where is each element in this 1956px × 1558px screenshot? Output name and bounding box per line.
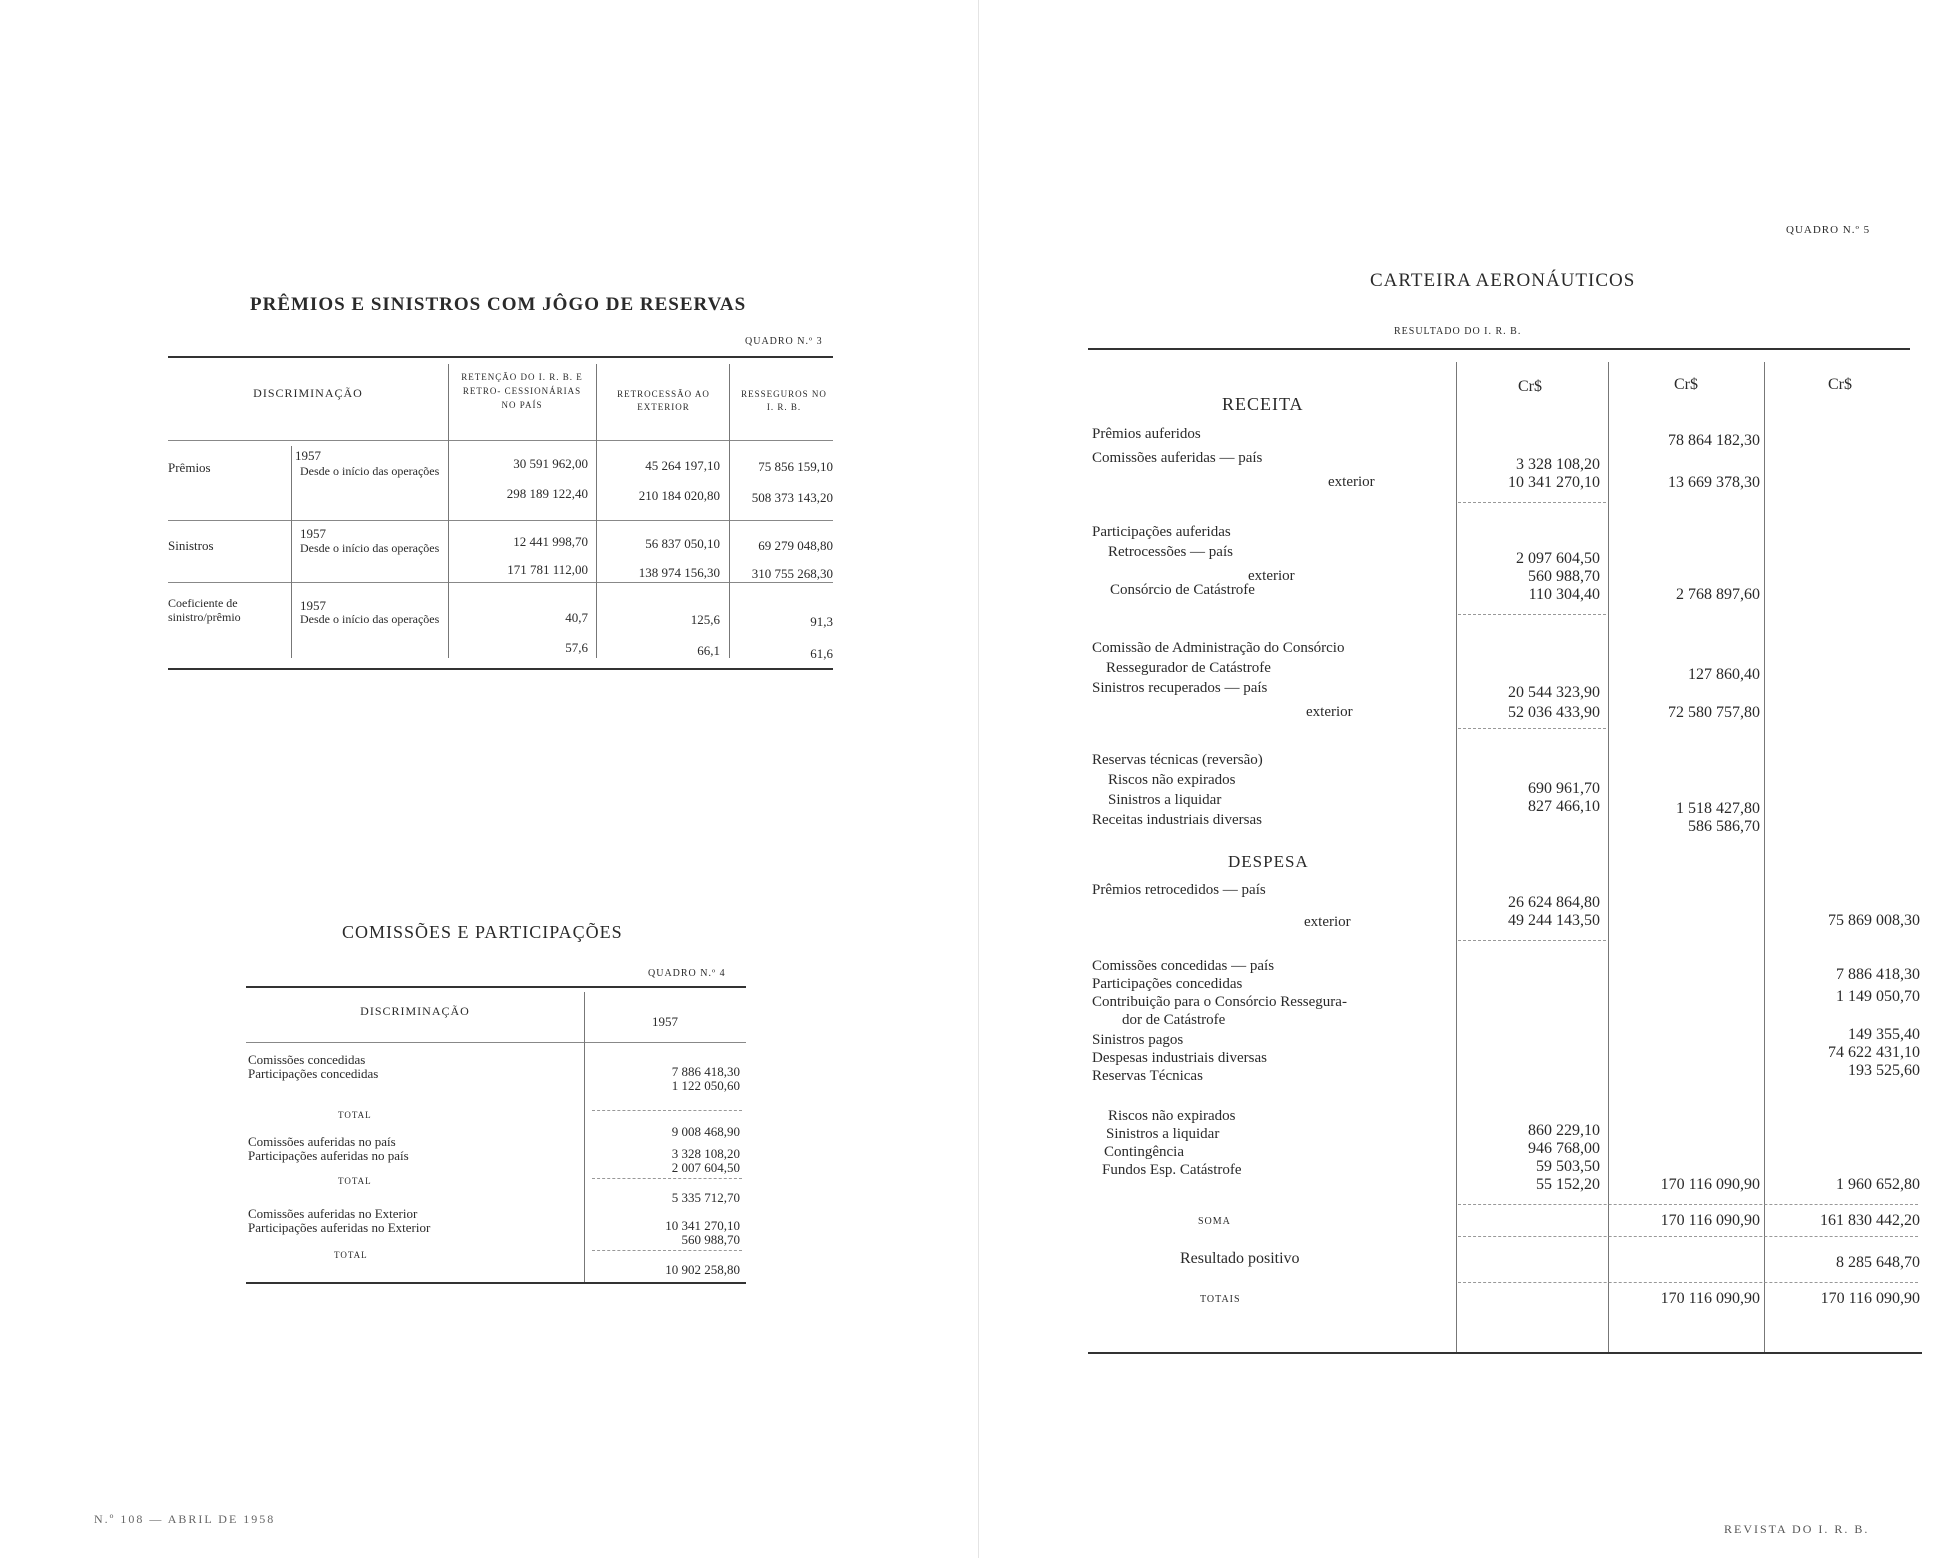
resultado-label: Resultado positivo bbox=[1180, 1250, 1300, 1267]
quadro4-top-rule bbox=[246, 986, 746, 988]
line-label: exterior bbox=[1306, 704, 1353, 720]
quadro3-cell: 171 781 112,00 bbox=[507, 562, 588, 577]
quadro4-total: 9 008 468,90 bbox=[671, 1124, 740, 1139]
quadro5-title: CARTEIRA AERONÁUTICOS bbox=[1370, 270, 1636, 291]
receita-label: RECEITA bbox=[1222, 394, 1304, 414]
line-label: Reservas Técnicas bbox=[1092, 1068, 1203, 1084]
currency-header: Cr$ bbox=[1828, 376, 1852, 393]
quadro4-line-label: Comissões auferidas no país bbox=[248, 1134, 396, 1149]
line-label: Ressegurador de Catástrofe bbox=[1106, 660, 1271, 676]
quadro3-header-col1: RETENÇÃO DO I. R. B. E RETRO- CESSIONÁRIAS NO PAÍS bbox=[461, 372, 583, 410]
quadro4-line-label: Participações auferidas no país bbox=[248, 1148, 409, 1163]
value-c1: 827 466,10 bbox=[1528, 798, 1600, 815]
value-c1: 690 961,70 bbox=[1528, 780, 1600, 797]
line-label: exterior bbox=[1248, 568, 1295, 584]
quadro3-cell: 66,1 bbox=[697, 643, 720, 658]
value-c2: 170 116 090,90 bbox=[1660, 1212, 1760, 1229]
quadro3-vline-1 bbox=[448, 364, 449, 658]
quadro3-cell: 56 837 050,10 bbox=[645, 536, 720, 551]
value-c1: 946 768,00 bbox=[1528, 1140, 1600, 1157]
quadro5-number: QUADRO N.º 5 bbox=[1786, 224, 1871, 236]
quadro4-sum-rule bbox=[592, 1178, 742, 1179]
value-c1: 55 152,20 bbox=[1536, 1176, 1600, 1193]
value-c2: 170 116 090,90 bbox=[1660, 1176, 1760, 1193]
quadro4-sum-rule bbox=[592, 1250, 742, 1251]
despesa-label: DESPESA bbox=[1228, 852, 1309, 871]
quadro3-header-col2: RETROCESSÃO AO EXTERIOR bbox=[617, 389, 710, 412]
value-c3: 1 960 652,80 bbox=[1836, 1176, 1920, 1193]
quadro4-header-rule bbox=[246, 1042, 746, 1043]
quadro5-subtitle: RESULTADO DO I. R. B. bbox=[1394, 326, 1522, 337]
quadro3-row-since: Desde o início das operações bbox=[300, 464, 440, 478]
value-c2: 1 518 427,80 bbox=[1676, 800, 1760, 817]
value-c3: 74 622 431,10 bbox=[1828, 1044, 1920, 1061]
value-c3: 170 116 090,90 bbox=[1820, 1290, 1920, 1307]
page-fold bbox=[978, 0, 979, 1558]
quadro4-total: 10 902 258,80 bbox=[665, 1262, 740, 1277]
quadro4-title: COMISSÕES E PARTICIPAÇÕES bbox=[342, 922, 623, 942]
quadro4-sum-rule bbox=[592, 1110, 742, 1111]
value-c2: 127 860,40 bbox=[1688, 666, 1760, 683]
quadro4-bottom-rule bbox=[246, 1282, 746, 1284]
quadro3-cell: 40,7 bbox=[565, 610, 588, 625]
value-c2: 72 580 757,80 bbox=[1668, 704, 1760, 721]
line-label: Consórcio de Catástrofe bbox=[1110, 582, 1255, 598]
sum-rule bbox=[1458, 940, 1606, 941]
quadro4-line-label: Comissões auferidas no Exterior bbox=[248, 1206, 418, 1221]
quadro3-cell: 125,6 bbox=[690, 612, 720, 627]
quadro5-top-rule bbox=[1088, 348, 1910, 350]
quadro4-number: QUADRO N.º 4 bbox=[648, 968, 726, 979]
value-c2: 13 669 378,30 bbox=[1668, 474, 1760, 491]
line-label: Riscos não expirados bbox=[1108, 772, 1236, 788]
value-c3: 1 149 050,70 bbox=[1836, 988, 1920, 1005]
line-label: Reservas técnicas (reversão) bbox=[1092, 752, 1263, 768]
quadro3-row-year: 1957 bbox=[295, 448, 321, 463]
quadro3-row-rule-1 bbox=[168, 520, 833, 521]
quadro5-vline-1 bbox=[1456, 362, 1457, 1352]
sum-rule bbox=[1458, 1236, 1918, 1237]
value-c1: 110 304,40 bbox=[1528, 586, 1600, 603]
line-label: Sinistros a liquidar bbox=[1108, 792, 1222, 808]
quadro4-vline bbox=[584, 992, 585, 1282]
quadro4-value: 2 007 604,50 bbox=[671, 1160, 740, 1175]
quadro4-value: 7 886 418,30 bbox=[671, 1064, 740, 1079]
line-label: Participações auferidas bbox=[1092, 524, 1231, 540]
sum-rule bbox=[1458, 1282, 1918, 1283]
line-label: Contingência bbox=[1104, 1144, 1184, 1160]
line-label: Riscos não expirados bbox=[1108, 1108, 1236, 1124]
quadro3-header-col3: RESSEGUROS NO I. R. B. bbox=[741, 389, 827, 412]
value-c3: 7 886 418,30 bbox=[1836, 966, 1920, 983]
value-c1: 20 544 323,90 bbox=[1508, 684, 1600, 701]
quadro3-row-label: Coeficiente de sinistro/prêmio bbox=[168, 596, 241, 624]
line-label: exterior bbox=[1328, 474, 1375, 490]
quadro4-line-label: Participações auferidas no Exterior bbox=[248, 1220, 431, 1235]
quadro4-value: 3 328 108,20 bbox=[671, 1146, 740, 1161]
line-label: Sinistros pagos bbox=[1092, 1032, 1184, 1048]
quadro4-line-label: Participações concedidas bbox=[248, 1066, 379, 1081]
quadro3-header-rule bbox=[168, 440, 833, 441]
sum-rule bbox=[1458, 614, 1606, 615]
quadro4-line-label: Comissões concedidas bbox=[248, 1052, 366, 1067]
quadro3-cell: 30 591 962,00 bbox=[513, 456, 588, 471]
quadro3-row-since: Desde o início das operações bbox=[300, 541, 440, 555]
sum-rule bbox=[1458, 728, 1606, 729]
value-c1: 3 328 108,20 bbox=[1516, 456, 1600, 473]
value-c1: 2 097 604,50 bbox=[1516, 550, 1600, 567]
right-footer: REVISTA DO I. R. B. bbox=[1724, 1522, 1870, 1536]
quadro4-header-year: 1957 bbox=[652, 1014, 678, 1029]
value-c3: 149 355,40 bbox=[1848, 1026, 1920, 1043]
line-label: Participações concedidas bbox=[1092, 976, 1243, 992]
value-c1: 59 503,50 bbox=[1536, 1158, 1600, 1175]
currency-header: Cr$ bbox=[1518, 378, 1542, 395]
value-c2: 78 864 182,30 bbox=[1668, 432, 1760, 449]
quadro4-total-label: TOTAL bbox=[338, 1110, 372, 1120]
quadro3-cell: 91,3 bbox=[810, 614, 833, 629]
quadro3-cell: 138 974 156,30 bbox=[638, 565, 720, 580]
value-c3: 161 830 442,20 bbox=[1820, 1212, 1920, 1229]
line-label: Comissão de Administração do Consórcio bbox=[1092, 640, 1345, 656]
quadro3-row-label: Sinistros bbox=[168, 538, 214, 553]
value-c2: 2 768 897,60 bbox=[1676, 586, 1760, 603]
line-label: dor de Catástrofe bbox=[1122, 1012, 1226, 1028]
line-label: Sinistros a liquidar bbox=[1106, 1126, 1220, 1142]
quadro3-row-year: 1957 bbox=[300, 526, 326, 541]
quadro3-cell: 75 856 159,10 bbox=[758, 459, 833, 474]
value-c1: 52 036 433,90 bbox=[1508, 704, 1600, 721]
quadro3-top-rule bbox=[168, 356, 833, 358]
left-footer: N.º 108 — ABRIL DE 1958 bbox=[94, 1512, 276, 1526]
value-c3: 8 285 648,70 bbox=[1836, 1254, 1920, 1271]
quadro3-row-year: 1957 bbox=[300, 598, 326, 613]
soma-label: SOMA bbox=[1198, 1216, 1231, 1227]
quadro3-bottom-rule bbox=[168, 668, 833, 670]
quadro4-header-disc: DISCRIMINAÇÃO bbox=[360, 1004, 470, 1018]
line-label: Prêmios retrocedidos — país bbox=[1092, 882, 1266, 898]
value-c1: 10 341 270,10 bbox=[1508, 474, 1600, 491]
quadro4-total: 5 335 712,70 bbox=[671, 1190, 740, 1205]
quadro3-vline-sub bbox=[291, 446, 292, 658]
line-label: Comissões concedidas — país bbox=[1092, 958, 1275, 974]
quadro4-value: 1 122 050,60 bbox=[671, 1078, 740, 1093]
currency-header: Cr$ bbox=[1674, 376, 1698, 393]
quadro3-cell: 298 189 122,40 bbox=[506, 486, 588, 501]
line-label: exterior bbox=[1304, 914, 1351, 930]
quadro3-vline-3 bbox=[729, 364, 730, 658]
quadro3-cell: 310 755 268,30 bbox=[751, 566, 833, 581]
totais-label: TOTAIS bbox=[1200, 1294, 1241, 1305]
value-c2: 586 586,70 bbox=[1688, 818, 1760, 835]
quadro3-header-disc: DISCRIMINAÇÃO bbox=[253, 386, 363, 400]
quadro3-row-since: Desde o início das operações bbox=[300, 612, 440, 626]
value-c1: 26 624 864,80 bbox=[1508, 894, 1600, 911]
value-c3: 75 869 008,30 bbox=[1828, 912, 1920, 929]
line-label: Contribuição para o Consórcio Ressegura- bbox=[1092, 994, 1347, 1010]
quadro3-cell: 61,6 bbox=[810, 646, 833, 661]
quadro3-number: QUADRO N.º 3 bbox=[745, 336, 823, 347]
quadro5-bottom-rule bbox=[1088, 1352, 1922, 1354]
line-label: Fundos Esp. Catástrofe bbox=[1102, 1162, 1242, 1178]
quadro3-cell: 508 373 143,20 bbox=[751, 490, 833, 505]
sum-rule bbox=[1458, 1204, 1918, 1205]
value-c1: 49 244 143,50 bbox=[1508, 912, 1600, 929]
quadro3-row-label: Prêmios bbox=[168, 460, 211, 475]
quadro3-cell: 12 441 998,70 bbox=[513, 534, 588, 549]
quadro4-total-label: TOTAL bbox=[338, 1176, 372, 1186]
quadro4-total-label: TOTAL bbox=[334, 1250, 368, 1260]
line-label: Comissões auferidas — país bbox=[1092, 450, 1263, 466]
line-label: Despesas industriais diversas bbox=[1092, 1050, 1267, 1066]
value-c1: 560 988,70 bbox=[1528, 568, 1600, 585]
quadro3-row-rule-2 bbox=[168, 582, 833, 583]
value-c1: 860 229,10 bbox=[1528, 1122, 1600, 1139]
quadro3-vline-2 bbox=[596, 364, 597, 658]
quadro3-cell: 57,6 bbox=[565, 640, 588, 655]
sum-rule bbox=[1458, 502, 1606, 503]
quadro3-cell: 45 264 197,10 bbox=[645, 458, 720, 473]
quadro3-title: PRÊMIOS E SINISTROS COM JÔGO DE RESERVAS bbox=[250, 294, 747, 315]
value-c2: 170 116 090,90 bbox=[1660, 1290, 1760, 1307]
line-label: Receitas industriais diversas bbox=[1092, 812, 1262, 828]
quadro4-value: 560 988,70 bbox=[681, 1232, 740, 1247]
quadro3-cell: 69 279 048,80 bbox=[758, 538, 833, 553]
line-label: Sinistros recuperados — país bbox=[1092, 680, 1268, 696]
line-label: Prêmios auferidos bbox=[1092, 426, 1201, 442]
quadro3-cell: 210 184 020,80 bbox=[638, 488, 720, 503]
quadro4-value: 10 341 270,10 bbox=[665, 1218, 740, 1233]
line-label: Retrocessões — país bbox=[1108, 544, 1233, 560]
value-c3: 193 525,60 bbox=[1848, 1062, 1920, 1079]
